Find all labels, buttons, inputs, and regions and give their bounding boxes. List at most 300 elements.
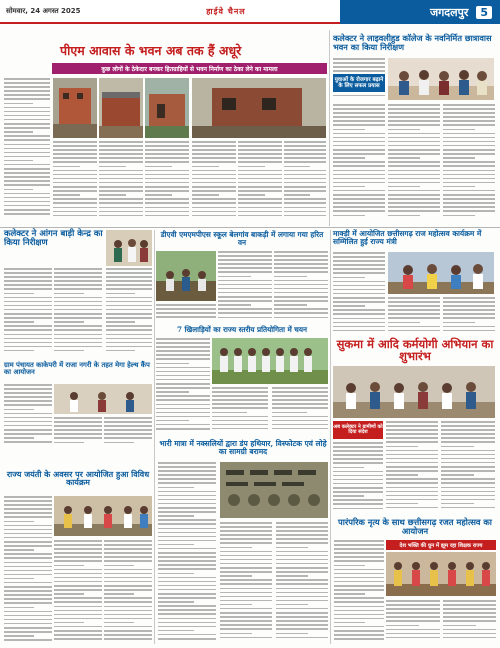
text-line <box>158 581 216 583</box>
text-line <box>54 560 102 562</box>
text-line <box>284 166 310 168</box>
text-line <box>334 601 384 603</box>
text-line <box>99 182 143 184</box>
text-line <box>220 588 272 590</box>
text-line <box>158 638 216 640</box>
text-line <box>443 330 495 332</box>
text-line <box>4 619 52 621</box>
text-line <box>158 564 216 566</box>
text-line <box>4 184 50 186</box>
text-line <box>104 630 152 632</box>
text-line <box>443 637 496 639</box>
text-line <box>192 149 236 151</box>
text-line <box>388 178 440 180</box>
text-line <box>54 577 102 579</box>
text-line <box>54 540 102 542</box>
text-line <box>4 525 52 527</box>
text-line <box>4 413 52 415</box>
text-line <box>156 383 210 385</box>
text-line <box>333 293 385 295</box>
text-line <box>386 507 438 509</box>
text-line <box>443 190 495 192</box>
text-line <box>333 322 385 324</box>
text-line <box>274 276 307 278</box>
text-line <box>276 612 328 614</box>
text-line <box>4 429 52 431</box>
text-line <box>443 116 495 118</box>
story11-body-col1 <box>334 540 384 644</box>
text-line <box>106 325 152 327</box>
text-line <box>4 107 50 109</box>
text-line <box>54 548 102 550</box>
text-line <box>386 450 438 452</box>
text-line <box>156 367 210 369</box>
rule-right-column <box>330 230 331 644</box>
text-line <box>386 433 438 435</box>
text-line <box>4 611 52 613</box>
text-line <box>388 210 440 212</box>
text-line <box>272 403 328 405</box>
text-line <box>388 194 440 196</box>
text-line <box>156 387 210 389</box>
text-line <box>158 532 216 534</box>
text-line <box>218 251 272 253</box>
text-line <box>54 313 102 315</box>
text-line <box>276 522 328 524</box>
text-line <box>4 409 34 411</box>
text-line <box>333 272 385 274</box>
text-line <box>156 379 210 381</box>
text-line <box>212 407 268 409</box>
text-line <box>218 276 251 278</box>
text-line <box>218 312 272 314</box>
text-line <box>4 441 52 443</box>
text-line <box>238 198 282 200</box>
text-line <box>158 466 216 468</box>
text-line <box>388 297 440 299</box>
text-line <box>158 523 216 525</box>
text-line <box>334 577 384 579</box>
text-line <box>333 503 383 505</box>
text-line <box>156 395 210 397</box>
text-line <box>4 400 52 402</box>
text-line <box>443 153 495 155</box>
text-line <box>284 215 326 217</box>
text-line <box>192 190 236 192</box>
text-line <box>388 182 440 184</box>
text-line <box>443 112 495 114</box>
text-line <box>220 579 272 581</box>
text-line <box>54 284 102 286</box>
text-line <box>212 403 268 405</box>
text-line <box>274 251 328 253</box>
text-line <box>276 620 328 622</box>
text-line <box>333 487 383 489</box>
text-line <box>220 559 272 561</box>
text-line <box>4 537 52 539</box>
text-line <box>106 268 152 270</box>
text-line <box>284 149 326 151</box>
text-line <box>4 115 50 117</box>
text-line <box>443 182 495 184</box>
story8-body-col2 <box>54 417 102 448</box>
text-line <box>104 425 152 427</box>
text-line <box>443 629 496 631</box>
text-line <box>4 508 52 510</box>
text-line <box>4 388 52 390</box>
story11-body-col2 <box>386 600 440 644</box>
text-line <box>158 503 216 505</box>
text-line <box>386 616 440 618</box>
text-line <box>53 190 97 192</box>
text-line <box>441 441 495 443</box>
text-line <box>238 202 282 204</box>
text-line <box>441 507 495 509</box>
text-line <box>104 565 134 567</box>
text-line <box>104 442 134 444</box>
text-line <box>333 95 385 97</box>
text-line <box>104 614 152 616</box>
text-line <box>54 305 102 307</box>
text-line <box>104 597 152 599</box>
text-line <box>284 202 326 204</box>
text-line <box>106 280 152 282</box>
text-line <box>192 186 236 188</box>
text-line <box>218 292 272 294</box>
divider-row-1 <box>0 227 500 228</box>
text-line <box>4 500 52 502</box>
text-line <box>272 387 328 389</box>
text-line <box>388 174 440 176</box>
story3-body-col1 <box>4 268 52 358</box>
text-line <box>388 190 440 192</box>
text-line <box>220 542 272 544</box>
text-line <box>334 622 365 624</box>
text-line <box>333 66 385 68</box>
text-line <box>54 276 102 278</box>
story1-body-col1 <box>4 78 50 220</box>
text-line <box>276 551 328 553</box>
text-line <box>99 145 143 147</box>
text-line <box>4 384 52 386</box>
text-line <box>158 573 194 575</box>
text-line <box>4 615 52 617</box>
text-line <box>54 301 102 303</box>
text-line <box>388 186 420 188</box>
text-line <box>104 569 152 571</box>
text-line <box>4 516 52 518</box>
text-line <box>158 552 216 554</box>
text-line <box>4 98 50 100</box>
text-line <box>99 211 143 213</box>
text-line <box>158 597 216 599</box>
text-line <box>333 326 385 328</box>
text-line <box>443 178 495 180</box>
text-line <box>443 608 496 610</box>
text-line <box>54 606 102 608</box>
text-line <box>333 174 385 176</box>
text-line <box>4 635 34 637</box>
text-line <box>99 166 126 168</box>
text-line <box>4 321 34 323</box>
text-line <box>386 474 418 476</box>
text-line <box>54 433 102 435</box>
text-line <box>192 161 236 163</box>
text-line <box>218 296 272 298</box>
text-line <box>333 210 385 212</box>
text-line <box>388 112 440 114</box>
text-line <box>158 593 216 595</box>
text-line <box>386 446 418 448</box>
text-line <box>145 190 189 192</box>
text-line <box>192 157 236 159</box>
text-line <box>220 583 272 585</box>
text-line <box>443 104 495 106</box>
text-line <box>192 198 236 200</box>
text-line <box>238 178 282 180</box>
text-line <box>192 174 236 176</box>
text-line <box>284 145 326 147</box>
text-line <box>158 491 216 493</box>
masthead <box>0 0 500 24</box>
story1-body-col5 <box>192 141 236 221</box>
text-line <box>145 207 189 209</box>
text-line <box>334 548 384 550</box>
text-line <box>158 613 216 615</box>
text-line <box>158 609 216 611</box>
story2-body-col3 <box>388 104 440 222</box>
story8-body-col3 <box>104 417 152 448</box>
story11-body-col3 <box>443 600 496 644</box>
text-line <box>386 454 438 456</box>
text-line <box>443 625 476 627</box>
text-line <box>386 478 438 480</box>
text-line <box>218 280 272 282</box>
text-line <box>54 630 102 632</box>
text-line <box>158 556 216 558</box>
masthead-city: जगदलपुर <box>429 5 469 19</box>
story8-body-col1 <box>4 384 52 448</box>
text-line <box>441 495 495 497</box>
text-line <box>238 161 282 163</box>
text-line <box>386 637 440 639</box>
text-line <box>443 120 495 122</box>
story7-body-col3 <box>272 387 328 436</box>
text-line <box>284 198 326 200</box>
text-line <box>220 575 252 577</box>
text-line <box>4 119 50 121</box>
text-line <box>334 581 384 583</box>
text-line <box>53 157 97 159</box>
text-line <box>54 618 102 620</box>
text-line <box>4 329 52 331</box>
text-line <box>220 637 272 639</box>
text-line <box>276 534 328 536</box>
text-line <box>443 297 495 299</box>
text-line <box>158 605 216 607</box>
text-line <box>276 563 328 565</box>
text-line <box>158 515 194 517</box>
text-line <box>333 471 383 473</box>
text-line <box>158 568 216 570</box>
text-line <box>4 297 52 299</box>
text-line <box>443 149 495 151</box>
text-line <box>284 207 326 209</box>
text-line <box>443 616 496 618</box>
text-line <box>274 308 328 310</box>
text-line <box>443 186 475 188</box>
text-line <box>386 429 438 431</box>
text-line <box>4 309 52 311</box>
text-line <box>284 190 326 192</box>
text-line <box>145 211 189 213</box>
text-line <box>4 392 52 394</box>
text-line <box>4 180 50 182</box>
text-line <box>334 626 384 628</box>
text-line <box>106 288 152 290</box>
text-line <box>443 604 496 606</box>
text-line <box>386 608 440 610</box>
text-line <box>386 437 438 439</box>
text-line <box>443 322 475 324</box>
masthead-paper-name: हाईवे चैनल <box>112 0 340 24</box>
text-line <box>388 198 440 200</box>
text-line <box>106 334 152 336</box>
text-line <box>443 600 496 602</box>
text-line <box>276 604 308 606</box>
text-line <box>192 170 236 172</box>
text-line <box>104 626 152 628</box>
text-line <box>192 211 236 213</box>
text-line <box>276 588 328 590</box>
text-line <box>443 326 495 328</box>
story6-body-col2 <box>386 421 438 514</box>
story6-body-col3 <box>441 421 495 514</box>
text-line <box>158 618 216 620</box>
text-line <box>238 141 282 143</box>
text-line <box>238 190 282 192</box>
text-line <box>238 174 282 176</box>
text-line <box>104 573 152 575</box>
text-line <box>388 124 440 126</box>
text-line <box>272 428 328 430</box>
text-line <box>4 512 52 514</box>
text-line <box>53 215 97 217</box>
text-line <box>156 420 189 422</box>
text-line <box>334 560 384 562</box>
text-line <box>218 284 272 286</box>
text-line <box>145 170 189 172</box>
text-line <box>333 483 383 485</box>
text-line <box>4 201 50 203</box>
story5-body-col3 <box>443 297 495 334</box>
text-line <box>54 585 102 587</box>
text-line <box>220 628 272 630</box>
text-line <box>156 342 210 344</box>
story6-box-title: अब कलेक्टर ने ग्रामीणों को दिया संदेश <box>333 421 383 439</box>
text-line <box>333 206 385 208</box>
text-line <box>192 153 236 155</box>
text-line <box>218 259 272 261</box>
text-line <box>145 145 189 147</box>
text-line <box>334 597 384 599</box>
text-line <box>106 329 152 331</box>
story8-photo <box>54 384 152 414</box>
text-line <box>220 600 272 602</box>
text-line <box>284 161 326 163</box>
text-line <box>99 194 126 196</box>
text-line <box>104 581 152 583</box>
text-line <box>238 207 282 209</box>
text-line <box>53 145 97 147</box>
text-line <box>99 149 143 151</box>
text-line <box>156 350 210 352</box>
text-line <box>276 616 328 618</box>
text-line <box>156 354 210 356</box>
text-line <box>4 135 50 137</box>
text-line <box>388 161 440 163</box>
text-line <box>386 462 438 464</box>
text-line <box>276 567 328 569</box>
text-line <box>4 86 50 88</box>
text-line <box>53 182 97 184</box>
text-line <box>386 633 440 635</box>
text-line <box>104 560 152 562</box>
text-line <box>4 562 52 564</box>
text-line <box>388 206 440 208</box>
story5-photo <box>388 252 494 294</box>
text-line <box>443 206 495 208</box>
text-line <box>333 252 385 254</box>
text-line <box>54 421 102 423</box>
text-line <box>334 614 384 616</box>
text-line <box>333 161 385 163</box>
text-line <box>54 350 84 352</box>
text-line <box>4 350 34 352</box>
text-line <box>333 170 385 172</box>
text-line <box>333 508 383 510</box>
text-line <box>145 182 189 184</box>
text-line <box>276 547 308 549</box>
text-line <box>333 198 385 200</box>
story2-box-title: युवाओं के रोजगार बढ़ाने के लिए सफल प्रयास <box>333 74 385 92</box>
text-line <box>333 178 385 180</box>
text-line <box>4 521 34 523</box>
text-line <box>53 186 97 188</box>
text-line <box>220 547 252 549</box>
text-line <box>386 503 418 505</box>
text-line <box>334 569 384 571</box>
text-line <box>334 630 384 632</box>
text-line <box>212 395 268 397</box>
text-line <box>443 215 475 217</box>
text-line <box>4 590 52 592</box>
text-line <box>388 165 440 167</box>
text-line <box>274 267 328 269</box>
text-line <box>4 533 52 535</box>
text-line <box>158 630 194 632</box>
text-line <box>388 170 440 172</box>
text-line <box>220 522 272 524</box>
text-line <box>274 259 328 261</box>
text-line <box>220 534 272 536</box>
text-line <box>386 495 438 497</box>
text-line <box>54 634 102 636</box>
text-line <box>272 395 328 397</box>
text-line <box>53 141 97 143</box>
rule-left-main <box>329 30 330 226</box>
text-line <box>4 639 52 641</box>
